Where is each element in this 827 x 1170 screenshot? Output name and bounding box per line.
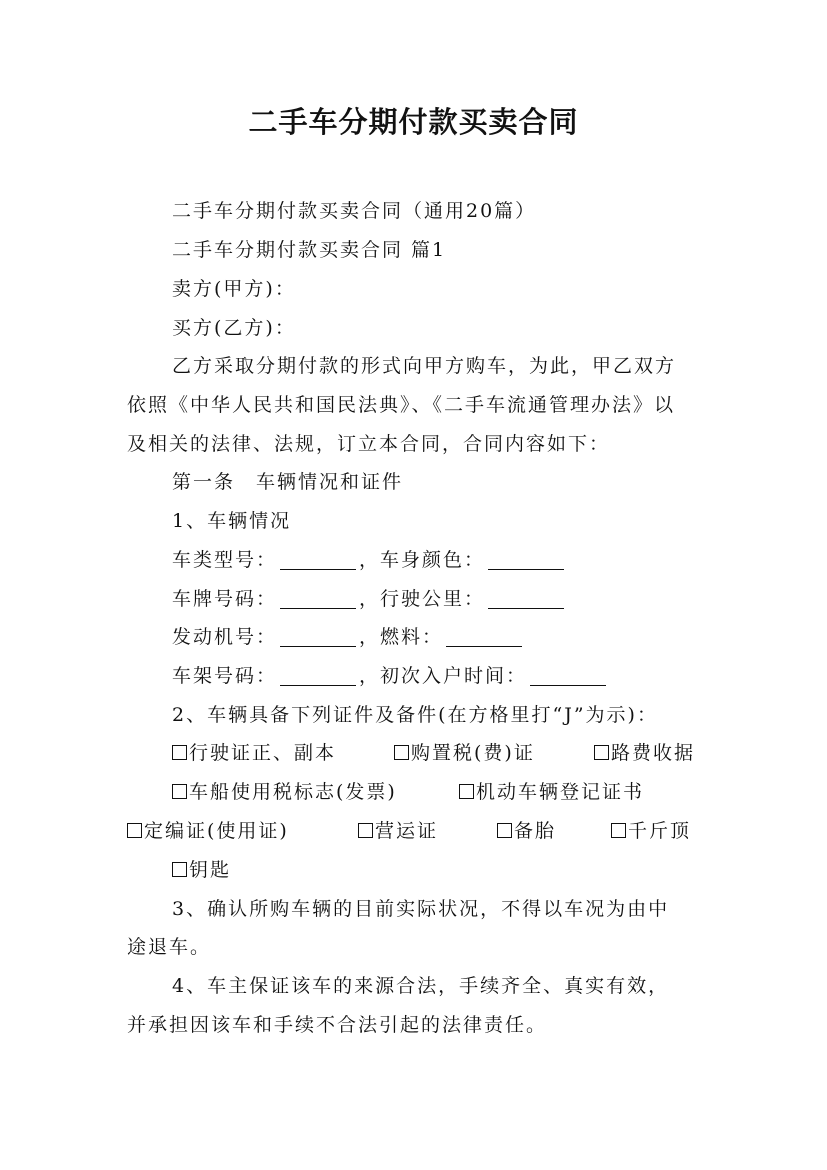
checkbox-icon	[594, 745, 609, 760]
article-1-heading: 第一条 车辆情况和证件	[172, 471, 404, 493]
document-title: 二手车分期付款买卖合同	[248, 105, 579, 139]
checkbox-icon	[497, 823, 512, 838]
checklist-item-key	[172, 857, 231, 883]
item-1-heading: 1、车辆情况	[172, 510, 292, 532]
field-label-fuel: ，燃料：	[359, 626, 444, 648]
checkbox-icon	[394, 745, 409, 760]
checklist-row-3	[127, 818, 691, 844]
checklist-label: 购置税(费)证	[411, 742, 535, 764]
checkbox-icon	[172, 862, 187, 877]
checklist-item-purchase-tax	[394, 740, 594, 766]
checklist-item-quota	[127, 818, 358, 844]
checklist-label: 钥匙	[189, 859, 232, 881]
blank-type	[280, 549, 356, 570]
checklist-label: 营运证	[375, 820, 439, 842]
checklist-item-vessel-tax	[172, 779, 459, 805]
field-row-engine-fuel	[172, 624, 525, 650]
intro-line-2: 依照《中华人民共和国民法典》、《二手车流通管理办法》以	[127, 394, 676, 416]
intro-line-3: 及相关的法律、法规，订立本合同，合同内容如下：	[127, 433, 611, 455]
checklist-label: 千斤顶	[628, 820, 692, 842]
blank-plate	[280, 588, 356, 609]
checklist-row-4	[172, 857, 231, 883]
field-label-engine: 发动机号：	[172, 626, 278, 648]
document-subtitle: 二手车分期付款买卖合同（通用20篇）	[172, 200, 537, 222]
checklist-item-operation	[358, 818, 497, 844]
blank-engine	[280, 626, 356, 647]
field-label-plate: 车牌号码：	[172, 588, 278, 610]
field-label-color: ，车身颜色：	[359, 549, 486, 571]
field-label-type: 车类型号：	[172, 549, 278, 571]
intro-line-1: 乙方采取分期付款的形式向甲方购车，为此，甲乙双方	[172, 355, 677, 377]
blank-fuel	[446, 626, 522, 647]
blank-frame	[280, 665, 356, 686]
checkbox-icon	[459, 784, 474, 799]
blank-mileage	[488, 588, 564, 609]
checklist-item-jack	[611, 818, 691, 844]
section-heading: 二手车分期付款买卖合同 篇1	[172, 239, 447, 261]
buyer-line: 买方(乙方)：	[172, 317, 296, 339]
item-4-line-2: 并承担因该车和手续不合法引起的法律责任。	[127, 1014, 548, 1036]
seller-line: 卖方(甲方)：	[172, 278, 296, 300]
field-row-plate-mileage	[172, 586, 567, 612]
checklist-label: 行驶证正、副本	[189, 742, 337, 764]
checkbox-icon	[358, 823, 373, 838]
item-3-line-1: 3、确认所购车辆的目前实际状况，不得以车况为由中	[172, 898, 670, 920]
field-row-type-color	[172, 547, 567, 573]
field-label-first-reg: ，初次入户时间：	[359, 665, 528, 687]
item-3-line-2: 途退车。	[127, 936, 212, 958]
blank-first-reg	[530, 665, 606, 686]
item-4-line-1: 4、车主保证该车的来源合法，手续齐全、真实有效，	[172, 975, 670, 997]
item-2-heading: 2、车辆具备下列证件及备件(在方格里打“J”为示)：	[172, 704, 658, 726]
checklist-item-spare-tire	[497, 818, 611, 844]
field-label-mileage: ，行驶公里：	[359, 588, 486, 610]
checkbox-icon	[172, 745, 187, 760]
blank-color	[488, 549, 564, 570]
field-label-frame: 车架号码：	[172, 665, 278, 687]
checklist-item-license	[172, 740, 394, 766]
checklist-label: 路费收据	[611, 742, 696, 764]
checkbox-icon	[172, 784, 187, 799]
checklist-label: 备胎	[514, 820, 557, 842]
checklist-row-1	[172, 740, 695, 766]
field-row-frame-registration	[172, 663, 609, 689]
checkbox-icon	[127, 823, 142, 838]
checklist-label: 车船使用税标志(发票)	[189, 781, 397, 803]
checklist-item-toll	[594, 740, 695, 766]
checklist-item-registration	[459, 779, 644, 805]
checklist-label: 定编证(使用证)	[144, 820, 289, 842]
checklist-label: 机动车辆登记证书	[476, 781, 645, 803]
checkbox-icon	[611, 823, 626, 838]
checklist-row-2	[172, 779, 644, 805]
